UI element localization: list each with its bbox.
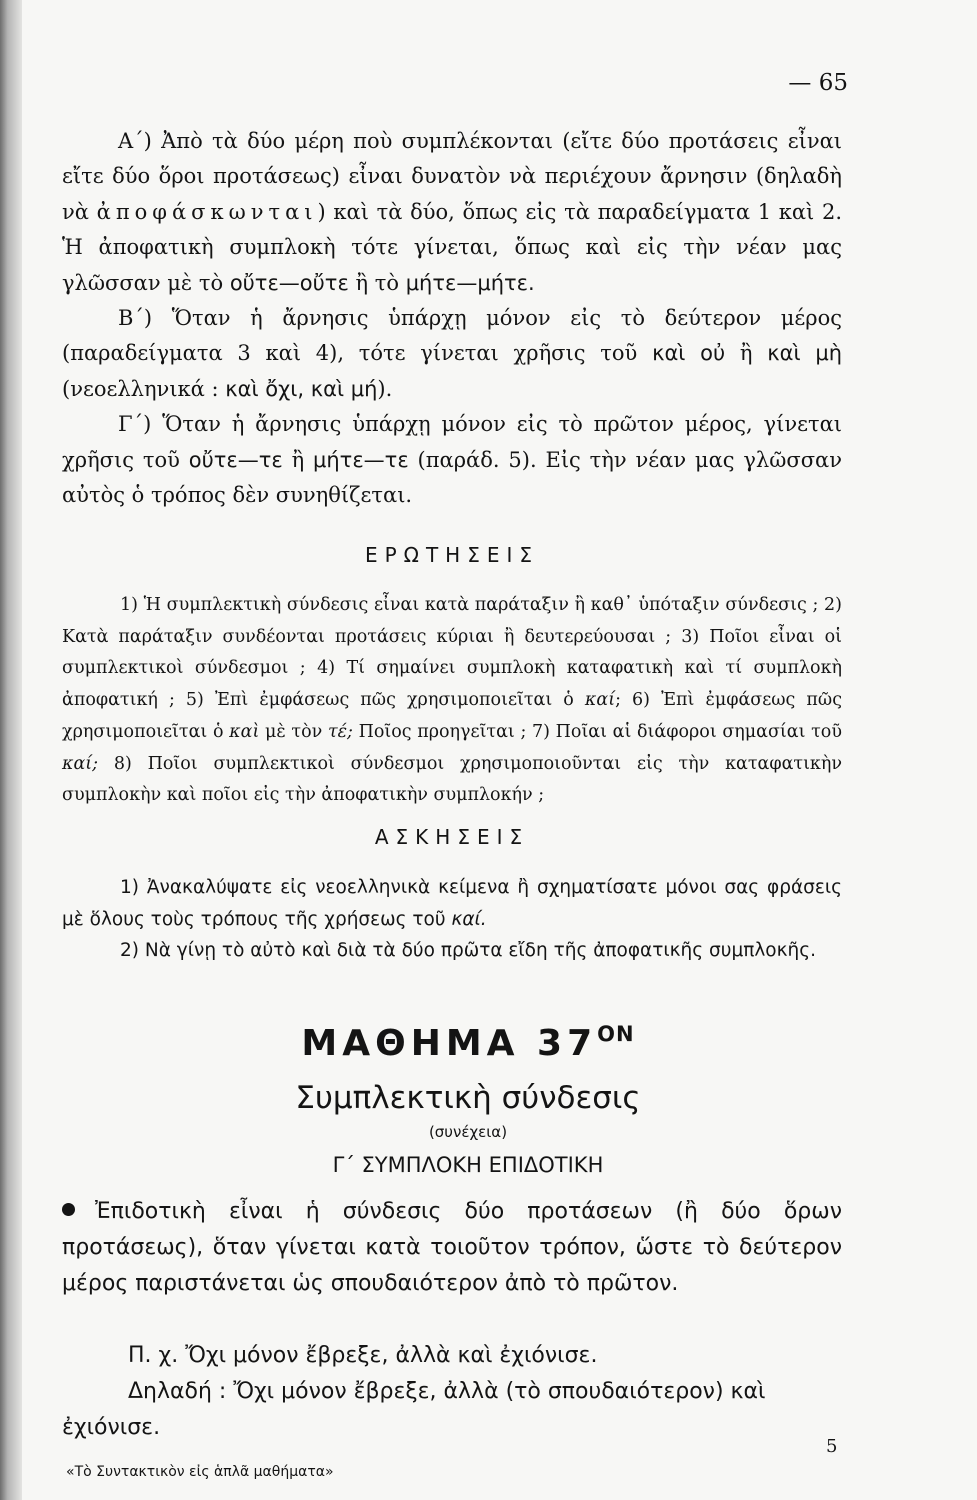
bullet-icon [62,1203,75,1216]
text-segment: 8) Ποῖοι συμπλεκτικοὶ σύνδεσμοι χρησιμοποιοῦνται εἰς τὴν καταφατικὴν συμπλοκὴν καὶ ποῖοι εἰς τὴν ἀποφατικὴν συμπλοκήν ; [62,753,842,806]
conjunction-term: καὶ ὄχι, καὶ μή [225,376,378,401]
conjunction-term: μήτε—μήτε. [405,270,535,295]
text-segment: ). [377,376,393,401]
text-segment: 1) Ἀνακαλύψατε εἰς νεοελληνικὰ κείμενα ἢ σχηματίσατε μόνοι σας φράσεις μὲ ὅλους τοὺς τρόπους τῆς χρήσεως τοῦ [62,877,842,930]
text-segment: ; 6) Ἐπὶ ἐμφάσεως πῶς χρησιμοποιεῖται ὁ [62,690,842,742]
italic-term: καί; [62,753,99,774]
footer-title: «Τὸ Συντακτικὸν εἰς ἁπλᾶ μαθήματα» [66,1464,334,1480]
exercise-2: 2) Νὰ γίνῃ τὸ αὐτὸ καὶ διὰ τὰ δύο πρῶτα εἴδη τῆς ἀποφατικῆς συμπλοκῆς. [120,940,816,961]
lesson-title-suffix: ΟΝ [597,1022,635,1046]
emphasis-word: ἀποφάσκωνται [96,199,318,224]
exercise-1 [62,872,842,935]
questions-heading: ΕΡΩΤΗΣΕΙΣ [364,543,540,567]
text-segment: ) καὶ τὰ δύο, ὅπως εἰς τὰ παραδείγματα 1 καὶ 2. Ἡ ἀποφατικὴ συμπλοκὴ τότε γίνεται, ὅπως καὶ εἰς τὴν νέαν μας γλῶσσαν μὲ τὸ [62,199,843,295]
paragraph-part-a [62,124,842,513]
text-segment: 1) Ἡ συμπλεκτικὴ σύνδεσις εἶναι κατὰ παράταξιν ἢ καθ᾽ ὑπόταξιν σύνδεσις ; 2) Κατὰ παράταξιν συνδέονται προτάσεις κύριαι ἢ δευτερεύουσαι ; 3) Ποῖοι εἶναι οἱ συμπλεκτικοὶ σύνδεσμοι ; 4) Τί σημαίνει συμπλοκὴ καταφατικὴ καὶ τί συμπλοκὴ ἀποφατική ; 5) Ἐπὶ ἐμφάσεως πῶς χρησιμοποιεῖται ὁ [62,595,842,711]
text-segment: Γ΄) Ὅταν ἡ ἄρνησις ὑπάρχῃ μόνον εἰς τὸ πρῶτον μέρος, γίνεται χρῆσις τοῦ [62,412,842,472]
text-segment: ἢ [282,447,314,472]
section-heading: Γ΄ ΣΥΜΠΛΟΚΗ ΕΠΙΔΟΤΙΚΗ [332,1153,604,1177]
text-segment: Ἐπιδοτικὴ εἶναι ἡ σύνδεσις δύο προτάσεων (ἢ δύο ὅρων προτάσεως), ὅταν γίνεται κατὰ τοιοῦτον τρόπον, ὥστε τὸ δεύτερον μέρος παριστάνεται ὡς σπουδαιότερον ἀπὸ τὸ πρῶτον. [62,1199,842,1296]
lesson-topic: Συμπλεκτικὴ σύνδεσις [295,1080,641,1116]
italic-term: καὶ [229,721,260,742]
text-segment: Α΄) Ἀπὸ τὰ δύο μέρη ποὺ συμπλέκονται (εἴτε δύο προτάσεις εἶναι εἴτε δύο ὅροι προτάσεως) εἶναι δυνατὸν νὰ περιέχουν ἄρνησιν (δηλαδὴ νὰ [62,129,842,224]
text-segment: Ποῖος προηγεῖται ; 7) Ποῖαι αἱ διάφοροι σημασίαι τοῦ [352,721,842,742]
italic-term: τέ; [327,721,353,742]
questions-paragraph [62,590,842,812]
lesson-title-text: ΜΑΘΗΜΑ 37 [301,1023,598,1064]
text-segment: Β΄) Ὅταν ἡ ἄρνησις ὑπάρχῃ μόνον εἰς τὸ δεύτερον μέρος (παραδείγματα 3 καὶ 4), τότε γίνεται χρῆσις τοῦ [62,306,842,366]
text-segment: ἢ [725,341,768,366]
conjunction-term: καὶ οὐ [652,341,726,366]
conjunction-term: καὶ μὴ [767,341,843,366]
text-segment: ἢ τὸ [348,270,406,295]
signature-mark: 5 [826,1436,838,1457]
conjunction-term: μήτε—τε [313,447,409,472]
italic-term: καί [584,690,616,711]
conjunction-term: οὔτε—τε [188,447,283,472]
lesson-subtitle: (συνέχεια) [428,1123,508,1141]
page-number: — 65 [788,70,848,96]
italic-term: καί. [451,908,487,930]
text-segment: μὲ τὸν [259,721,328,742]
example-line: Π. χ. Ὄχι μόνον ἔβρεξε, ἀλλὰ καὶ ἐχιόνισε. [128,1343,598,1368]
exercises-heading: ΑΣΚΗΣΕΙΣ [374,825,530,849]
text-segment: (παράδ. 5). Εἰς τὴν νέαν μας γλῶσσαν αὐτὸς ὁ τρόπος δὲν συνηθίζεται. [62,447,842,508]
conjunction-term: οὔτε—οὔτε [229,270,349,295]
text-segment: (νεοελληνικά : [62,376,226,401]
lesson-title [78,1022,858,1064]
definition-paragraph [62,1194,842,1302]
explanation-line: Δηλαδή : Ὄχι μόνον ἔβρεξε, ἀλλὰ (τὸ σπουδαιότερον) καὶ ἐχιόνισε. [62,1379,766,1440]
